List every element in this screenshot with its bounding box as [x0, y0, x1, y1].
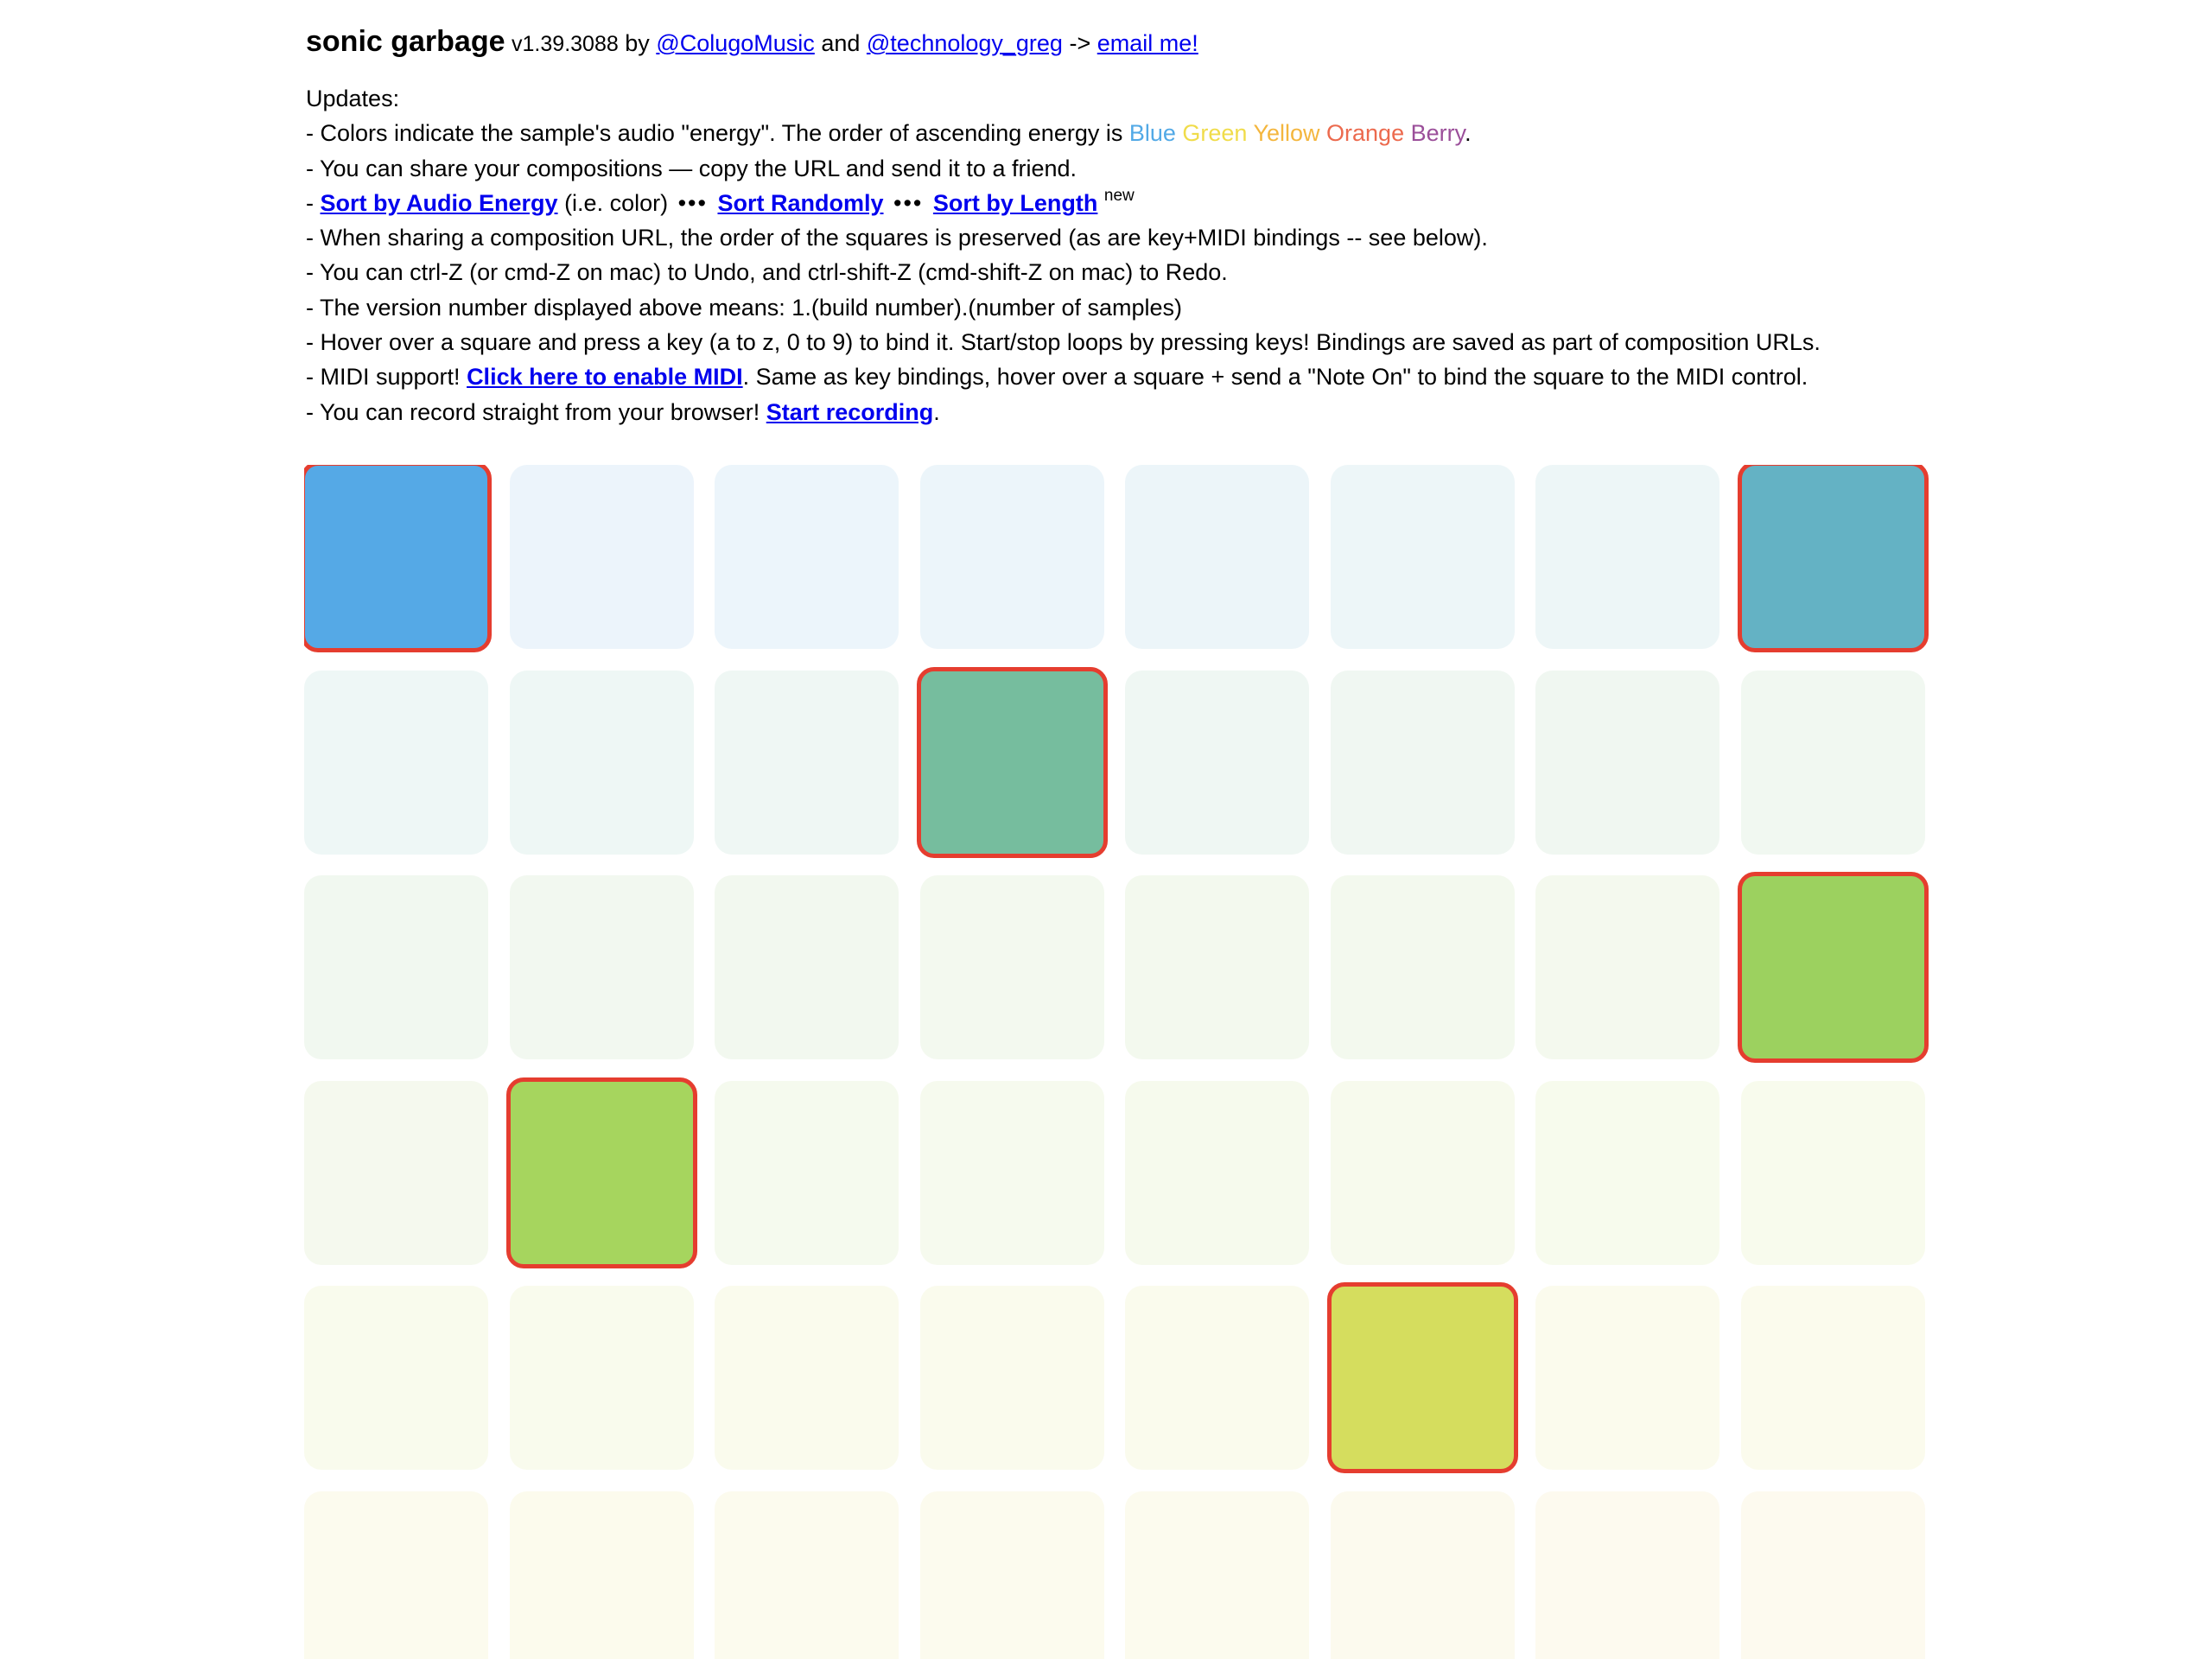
energy-color-list	[1129, 120, 1465, 146]
update-line-sort	[306, 186, 1948, 220]
update-line-midi	[306, 359, 1948, 394]
sample-square[interactable]	[1125, 671, 1309, 855]
arrow-text: ->	[1069, 30, 1091, 56]
sample-square[interactable]	[1331, 1491, 1515, 1659]
sample-square[interactable]	[1125, 1491, 1309, 1659]
energy-color-orange: Orange	[1319, 120, 1405, 147]
sample-square-playing[interactable]	[506, 1077, 697, 1268]
midi-text: - MIDI support!	[306, 364, 461, 391]
sample-square[interactable]	[304, 1286, 488, 1470]
author-link-colugo[interactable]: @ColugoMusic	[656, 30, 815, 56]
energy-color-green: Green	[1175, 120, 1248, 147]
sample-square[interactable]	[1125, 875, 1309, 1059]
sample-square[interactable]	[304, 875, 488, 1059]
energy-color-blue: Blue	[1128, 120, 1176, 147]
separator-dots: •••	[893, 189, 924, 216]
update-line-keys: - Hover over a square and press a key (a to z, 0 to 9) to bind it. Start/stop loops by pressing keys! Bindings are saved as part of composition URLs.	[306, 329, 1821, 356]
updates-heading: Updates:	[306, 86, 400, 111]
updates-section	[306, 81, 1948, 429]
page	[306, 17, 1948, 429]
sample-square[interactable]	[510, 1286, 694, 1470]
sample-square[interactable]	[1331, 465, 1515, 649]
update-line-record	[306, 395, 1948, 429]
sample-square[interactable]	[1331, 671, 1515, 855]
sample-square[interactable]	[920, 465, 1104, 649]
sample-square[interactable]	[920, 875, 1104, 1059]
sort-dash: -	[306, 189, 314, 216]
sample-square-playing[interactable]	[1327, 1282, 1518, 1473]
sample-square[interactable]	[510, 1491, 694, 1659]
sort-randomly-link[interactable]: Sort Randomly	[717, 189, 884, 216]
sample-square[interactable]	[304, 671, 488, 855]
page-header	[306, 17, 1948, 66]
sample-square[interactable]	[1331, 1081, 1515, 1265]
sample-square[interactable]	[1125, 1286, 1309, 1470]
record-text: - You can record straight from your browser!	[306, 398, 760, 425]
update-line-undo: - You can ctrl-Z (or cmd-Z on mac) to Undo, and ctrl-shift-Z (cmd-shift-Z on mac) to Redo.	[306, 259, 1228, 286]
sort-by-length-link[interactable]: Sort by Length	[932, 189, 1098, 216]
sort-by-energy-link[interactable]: Sort by Audio Energy	[320, 189, 558, 216]
sample-square[interactable]	[1331, 875, 1515, 1059]
sample-square[interactable]	[1741, 1491, 1925, 1659]
enable-midi-link[interactable]: Click here to enable MIDI	[467, 364, 743, 391]
sample-square[interactable]	[1741, 1286, 1925, 1470]
sample-square[interactable]	[1741, 671, 1925, 855]
sample-square[interactable]	[920, 1286, 1104, 1470]
sample-square[interactable]	[1125, 465, 1309, 649]
sample-square-playing[interactable]	[304, 465, 492, 652]
update-line-share: - You can share your compositions — copy the URL and send it to a friend.	[306, 155, 1077, 181]
by-text: by	[625, 30, 650, 56]
sample-square[interactable]	[1535, 465, 1719, 649]
email-link[interactable]: email me!	[1096, 30, 1198, 56]
sample-square[interactable]	[715, 1081, 899, 1265]
sample-square[interactable]	[1741, 1081, 1925, 1265]
update-line-version: - The version number displayed above means: 1.(build number).(number of samples)	[306, 294, 1182, 321]
record-period: .	[933, 398, 940, 425]
new-badge: new	[1103, 186, 1135, 205]
separator-dots: •••	[677, 189, 708, 216]
sample-square[interactable]	[510, 465, 694, 649]
sample-square[interactable]	[1125, 1081, 1309, 1265]
sample-square[interactable]	[920, 1081, 1104, 1265]
energy-color-berry: Berry	[1404, 120, 1465, 147]
sample-square[interactable]	[1535, 875, 1719, 1059]
sample-grid	[304, 465, 1929, 1659]
sample-square[interactable]	[1535, 1491, 1719, 1659]
sample-square[interactable]	[1535, 671, 1719, 855]
sample-square-playing[interactable]	[1738, 465, 1929, 652]
sample-square[interactable]	[1535, 1286, 1719, 1470]
sample-square[interactable]	[715, 875, 899, 1059]
version-label: v1.39.3088	[512, 32, 619, 56]
sort-energy-note: (i.e. color)	[564, 189, 669, 216]
sample-square[interactable]	[510, 671, 694, 855]
start-recording-link[interactable]: Start recording	[766, 398, 934, 425]
sample-square[interactable]	[715, 1286, 899, 1470]
app-title: sonic garbage	[306, 25, 505, 58]
midi-description: . Same as key bindings, hover over a square + send a "Note On" to bind the square to the MIDI control.	[742, 364, 1808, 391]
sample-square[interactable]	[304, 1491, 488, 1659]
sample-square-playing[interactable]	[1738, 872, 1929, 1063]
energy-color-yellow: Yellow	[1247, 120, 1320, 147]
sample-square[interactable]	[715, 465, 899, 649]
sample-square[interactable]	[510, 875, 694, 1059]
colors-text: - Colors indicate the sample's audio "energy". The order of ascending energy is	[306, 120, 1123, 147]
sample-square[interactable]	[304, 1081, 488, 1265]
update-line-colors	[306, 116, 1948, 150]
sample-square-playing[interactable]	[917, 667, 1108, 858]
update-line-url-order: - When sharing a composition URL, the order of the squares is preserved (as are key+MIDI bindings -- see below).	[306, 225, 1488, 251]
sample-square[interactable]	[715, 1491, 899, 1659]
author-link-greg[interactable]: @technology_greg	[866, 30, 1063, 56]
sample-square[interactable]	[920, 1491, 1104, 1659]
sample-square[interactable]	[1535, 1081, 1719, 1265]
and-text: and	[821, 30, 861, 56]
colors-period: .	[1465, 120, 1471, 147]
sample-square[interactable]	[715, 671, 899, 855]
